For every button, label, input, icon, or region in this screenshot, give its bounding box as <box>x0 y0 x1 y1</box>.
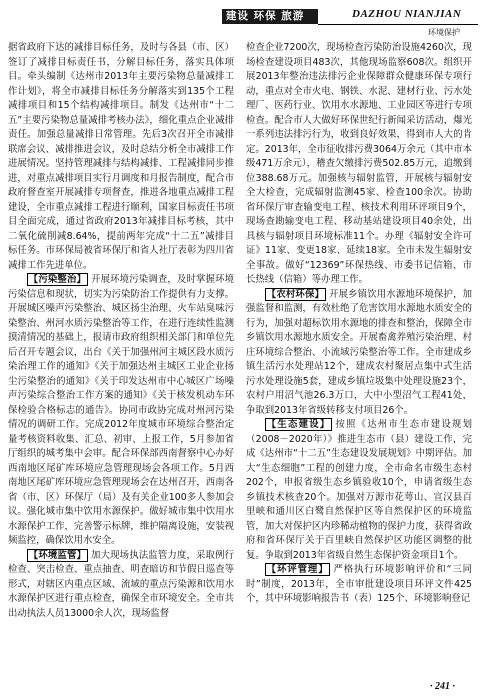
header-rule <box>318 24 478 25</box>
paragraph-environmental-supervision <box>8 549 234 622</box>
paragraph-ecological-construction <box>246 418 472 563</box>
paragraph-emission-reduction: 据省政府下达的减排目标任务，及时与各县（市、区）签订了减排目标责任书，分解目标任务，落实具体项目。牵头编制《达州市2013年主要污染物总量减排工作计划》，将全市减排目标任务分解落实到135个工程减排项目和15个结构减排项目。制发《达州市“十二五”主要污染物总量减排考核办法》，细化重点企业减排责任。加强总量减排日常管理。先后3次召开全市减排联席会议、减排推进会议，及时总结分析全市减排工作进展情况。坚持管理减排与结构减排、工程减排同步推进，对重点减排项目实行月调度和月报告制度，配合市政府督查室开展减排专项督查，推进各地重点减排工程建设，全市重点减排工程进行顺利，国家目标责任书项目全面完成，通过省政府2013年减排目标考核，其中二氧化硫削减8.64%，提前两年完成“十二五”减排目标任务。市环保局被省环保厅和省人社厅表彰为四川省减排工作先进单位。 <box>8 42 234 271</box>
page-header <box>0 0 486 40</box>
section-title: 建设 环保 旅游 <box>226 10 305 22</box>
heading-ecological-construction: 【生态建设】 <box>266 419 331 430</box>
left-column <box>8 41 234 681</box>
text-environmental-supervision: 加大现场执法监管力度，采取例行检查、突击检查、重点抽查、明查暗访和节假日巡查等形式，对辖区内重点区域、流域的重点污染源和饮用水水源保护区进行重点检查，确保全市环境安全。全市共出动执法人员13000余人次，现场监督 <box>8 549 234 619</box>
heading-rural-environment: 【农村环保】 <box>266 288 325 300</box>
subsection-title: 环境保护 <box>428 28 460 37</box>
magazine-title: DAZHOU NIANJIAN <box>352 8 462 20</box>
text-pollution-control: 开展环境污染调查，及时掌握环境污染信息和现状，切实为污染防治工作提供有力支撑。开展城区噪声污染整治、城区扬尘治理、火车站臭味污染整治、州河水质污染整治等工作，在进行连续性监测摸清情况的基础上，报请市政府组织相关部门和单位先后召开专题会议，出台《关于加强州河主城区段水质污染治理工作的通知》《关于加强达州主城区工业企业扬尘污染整治的通知》《关于印发达州市中心城区广场噪声污染综合整治工作方案的通知》《关于核发机动车环保检验合格标志的通告》。协同市政协完成对州河污染情况的调研工作。完成2012年度城市环境综合整治定量考核资料收集、汇总、初审、上报工作，5月参加省厅组织的城考集中会审。配合环保部西南督察中心办好西南地区尾矿库环境应急管理现场会各项工作。5月西南地区尾矿库环境应急管理现场会在达州召开，西南各省（市、区）环保厅（局）及有关企业100多人参加会议。强化城市集中饮用水源保护。做好城市集中饮用水水源保护工作，完善警示标牌，维护隔离设施，安装视频监控，确保饮用水安全。 <box>8 274 234 546</box>
heading-eia-management: 【环评管理】 <box>266 564 329 575</box>
paragraph-rural-environment <box>246 288 472 419</box>
text-ecological-construction: 按照《达州市生态市建设规划（2008－2020年）》推进生态市（县）建设工作，完成《达州市“十二五”生态建设发展规划》中期评估。加大“生态细胞”工程的创建力度，全市命名市级生态村202个，申报省级生态乡镇验收10个，申请省级生态乡镇技术核查20个。加强对万源市花萼山、宣汉县百里峡和通川区白鹭自然保护区等自然保护区的环境监管，加大对保护区内珍稀动植物的保护力度，获得省政府和省环保厅关于百里峡自然保护区功能区调整的批复。争取到2013年省级自然生态保护资金项目1个。 <box>246 419 472 561</box>
paragraph-pollution-control <box>8 273 234 549</box>
heading-environmental-supervision: 【环境监管】 <box>28 549 87 561</box>
paragraph-supervision-continued: 检查企业7200次，现场检查污染防治设施4260次，现场检查建设项目483次，其他现场监察608次。组织开展2013年整治违法排污企业保障群众健康环保专项行动，重点对全市火电、钢铁、水泥、建材行业、污水处理厂、医药行业、饮用水水源地、工业园区等进行专项检查。配合市人大做好环保世纪行新闻采访活动，爆光一系列违法排污行为，收到良好效果，得到市人大的肯定。2013年，全市征收排污费3064万余元（其中市本级471万余元），稽查欠缴排污费502.85万元，追缴到位388.68万元。加强核与辐射监管，开展核与辐射安全大检查，完成辐射监测45家、检查100余次。协助省环保厅审查输变电工程、核技术利用环评项目9个，现场查勘输变电工程、移动基站建设项目40余处，出具核与辐射项目环境标准11个。办理《辐射安全许可证》11家、变更18家、延续18家。全市未发生辐射安全事故。做好“12369”环保热线、市委书记信箱、市长热线（信箱）等办理工作。 <box>246 42 472 285</box>
right-column <box>246 41 472 681</box>
text-eia-management: 严格执行环境影响评价和“三同时”制度，2013年，全市审批建设项目环评文件425个，其中环境影响报告书（表）125个、环境影响登记 <box>246 564 472 604</box>
paragraph-eia-management <box>246 563 472 607</box>
page-number: · 241 · <box>430 681 455 692</box>
text-rural-environment: 开展乡镇饮用水源地环境保护，加强监督和监测，有效杜绝了危害饮用水源地水质安全的行为，加强对超标饮用水源地的排查和整治，保障全市乡镇饮用水源地水质安全。开展畜禽养殖污染治理、村庄环境综合整治、小流域污染整治等工作。全市建成乡镇生活污水处理站12个，建成农村聚居点集中式生活污水处理设施5套，建成乡镇垃圾集中处理设施23个，农村户用沼气池26.3万口，大中小型沼气工程41处，争取到2013年省级转移支付项目26个。 <box>246 288 472 416</box>
heading-pollution-control: 【污染整治】 <box>28 274 87 285</box>
